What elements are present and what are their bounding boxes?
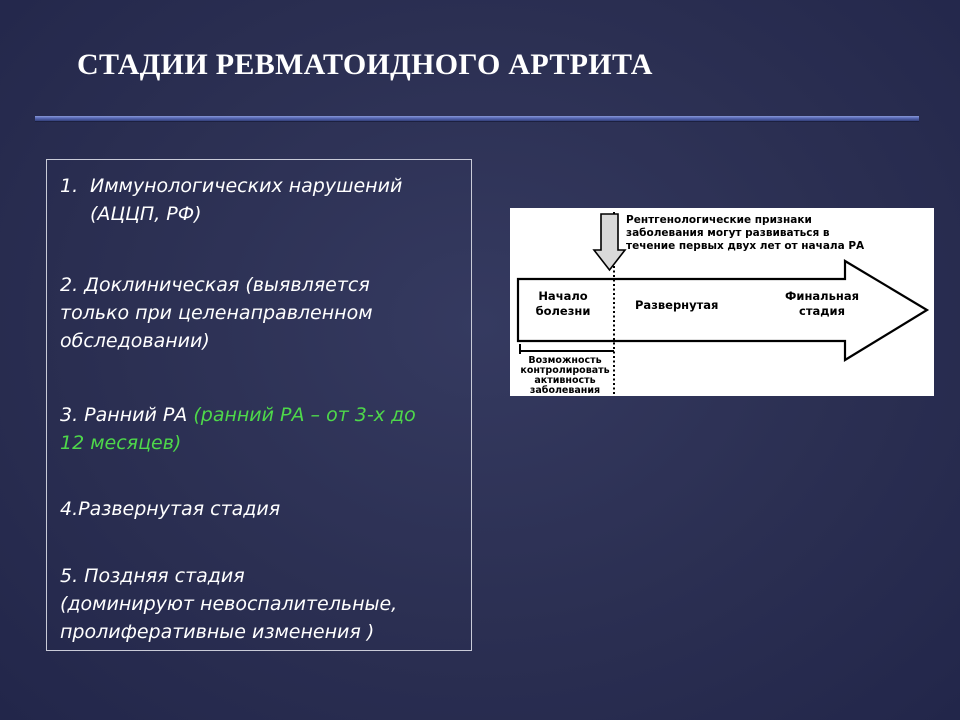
stage-2-line-2: только при целенаправленном: [60, 302, 373, 324]
onset-label-line-1: Начало: [538, 289, 588, 303]
stage-5-line-3: пролиферативные изменения ): [60, 621, 375, 643]
stage-5-line-2: (доминируют невоспалительные,: [60, 593, 398, 615]
xray-down-arrow: [594, 214, 625, 270]
stage-item-2: [60, 271, 460, 355]
onset-label-line-2: болезни: [535, 304, 591, 318]
final-stage-label-line-1: Финальная: [785, 289, 859, 303]
xray-note-line-3: течение первых двух лет от начала РА: [626, 240, 865, 252]
stage-item-4: [60, 495, 460, 523]
stage-item-5: [60, 562, 460, 646]
stages-diagram: [510, 208, 934, 396]
slide-title: СТАДИИ РЕВМАТОИДНОГО АРТРИТА: [77, 48, 653, 81]
stage-1-line-2: (АЦЦП, РФ): [90, 203, 202, 225]
stage-3-line-2: 12 месяцев): [60, 432, 182, 454]
stage-2-line-3: обследовании): [60, 330, 210, 352]
stage-1-line-1: Иммунологических нарушений: [90, 175, 403, 197]
stage-2-line-1: 2. Доклиническая (выявляется: [60, 274, 370, 296]
developed-stage-label: Развернутая: [635, 298, 719, 312]
control-note-line-2: контролировать: [520, 365, 610, 376]
stage-item-1: [60, 172, 460, 228]
stage-3-line-1: [60, 401, 460, 429]
stages-list-box: [46, 159, 472, 651]
title-divider: [35, 116, 919, 122]
control-note-line-3: активность: [534, 375, 596, 386]
stage-1-number: 1.: [60, 175, 79, 197]
xray-note-line-1: Рентгенологические признаки: [626, 214, 812, 226]
stage-item-3: [60, 401, 460, 457]
stage-3-label: 3. Ранний РА: [60, 404, 194, 426]
control-note-line-1: Возможность: [528, 355, 602, 366]
stages-diagram-svg: [510, 208, 934, 396]
stage-4-line: 4.Развернутая стадия: [60, 498, 281, 520]
final-stage-label-line-2: стадия: [799, 304, 845, 318]
control-note-line-4: заболевания: [529, 385, 601, 396]
xray-note-line-2: заболевания могут развиваться в: [626, 227, 830, 239]
stage-3-duration-note: (ранний РА – от 3-х до: [193, 404, 416, 426]
stage-5-line-1: 5. Поздняя стадия: [60, 565, 245, 587]
